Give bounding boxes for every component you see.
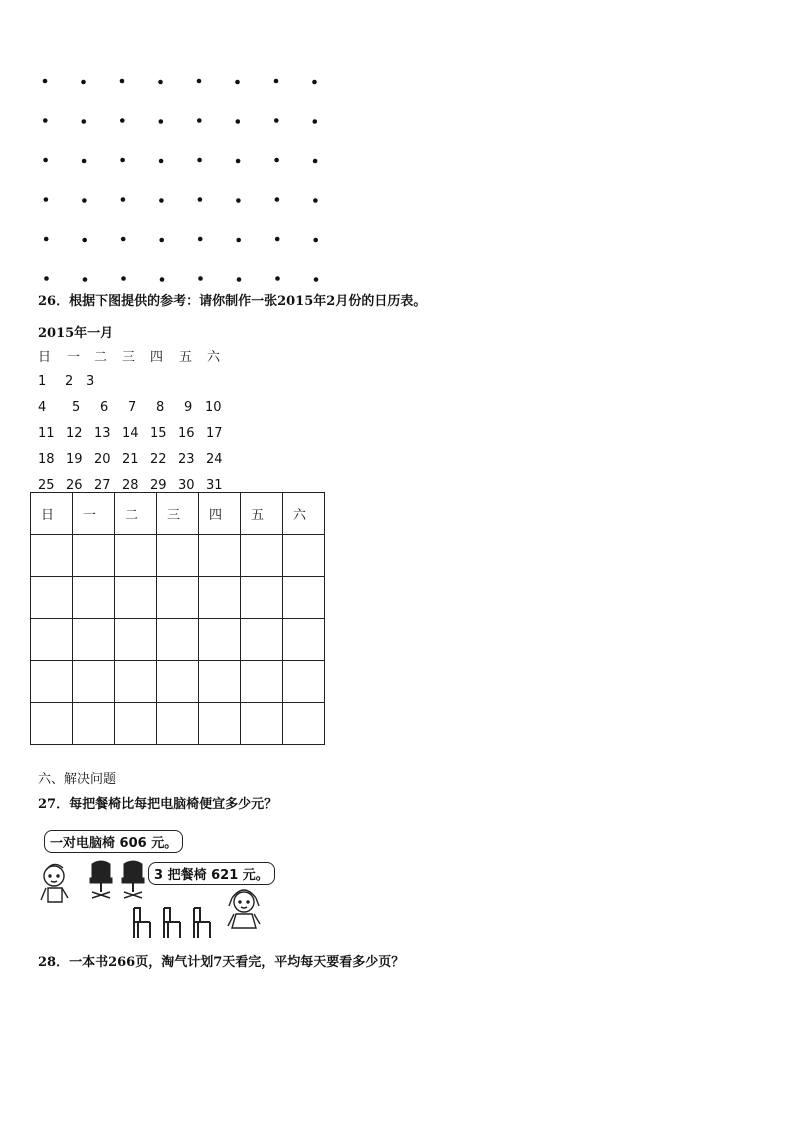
reference-calendar-title: 2015年一月 [38,326,114,341]
weekday-label: 日 [38,350,52,365]
calendar-cell[interactable] [157,535,199,577]
day-number: 23 [178,452,195,467]
calendar-header-cell: 五 [241,493,283,535]
grid-dot [275,197,280,202]
grid-dot [82,238,87,243]
calendar-cell[interactable] [31,619,73,661]
grid-dot [159,159,164,164]
question-26: 26．根据下图提供的参考：请你制作一张2015年2月份的日历表。 [38,294,427,309]
grid-dot [43,158,48,163]
grid-dot [120,118,125,123]
day-number: 16 [178,426,195,441]
day-number: 12 [66,426,83,441]
grid-dot [121,237,126,242]
grid-dot [44,197,49,202]
grid-dot [197,79,202,84]
grid-dot [313,119,318,124]
grid-dot [43,118,48,123]
calendar-cell[interactable] [241,619,283,661]
calendar-cell[interactable] [73,577,115,619]
question-27: 27．每把餐椅比每把电脑椅便宜多少元？ [38,797,278,812]
day-number: 7 [128,400,137,415]
grid-dot [83,277,88,282]
calendar-cell[interactable] [199,661,241,703]
girl-figure [228,890,260,928]
grid-dot [274,118,279,123]
day-number: 20 [94,452,111,467]
dining-chair-icon [164,908,180,938]
grid-dot [198,237,203,242]
calendar-cell[interactable] [241,661,283,703]
grid-dot [82,159,87,164]
grid-dot [312,80,317,85]
grid-dot [236,238,241,243]
speech-bubble-dining-chairs: 3 把餐椅 621 元。 [148,862,275,885]
grid-dot [121,276,126,281]
calendar-header-row [31,493,325,535]
chairs-illustration [38,826,278,942]
calendar-blank-row [31,661,325,703]
reference-weekday-row [38,346,238,368]
section-title: 六、解决问题 [38,772,117,787]
calendar-cell[interactable] [241,703,283,745]
dining-chair-icon [194,908,210,938]
calendar-cell[interactable] [31,577,73,619]
calendar-cell[interactable] [31,661,73,703]
reference-week-row [38,426,238,452]
computer-chair-icon [90,861,112,898]
calendar-cell[interactable] [199,619,241,661]
grid-dot [236,159,241,164]
calendar-cell[interactable] [31,535,73,577]
reference-week-row [38,400,238,426]
calendar-blank-row [31,703,325,745]
day-number: 13 [94,426,111,441]
grid-dot [274,158,279,163]
day-number: 3 [86,374,95,389]
calendar-cell[interactable] [115,619,157,661]
grid-dot [275,276,280,281]
boy-figure [41,864,68,902]
calendar-header-cell: 一 [73,493,115,535]
computer-chair-icon [122,861,144,898]
reference-week-row [38,374,238,400]
speech-bubble-computer-chairs: 一对电脑椅 606 元。 [44,830,183,853]
day-number: 24 [206,452,223,467]
calendar-cell[interactable] [115,703,157,745]
calendar-cell[interactable] [283,535,325,577]
dining-chair-icon [134,908,150,938]
calendar-cell[interactable] [73,703,115,745]
day-number: 5 [72,400,81,415]
calendar-cell[interactable] [199,577,241,619]
grid-dot [43,79,48,84]
question-28: 28．一本书266页，淘气计划7天看完，平均每天要看多少页？ [38,955,405,970]
weekday-label: 六 [207,350,221,365]
grid-dot [159,198,164,203]
grid-dot [159,119,164,124]
calendar-cell[interactable] [283,661,325,703]
grid-dot [313,238,318,243]
day-number: 30 [178,478,195,493]
day-number: 10 [205,400,222,415]
grid-dot [198,276,203,281]
day-number: 9 [184,400,193,415]
calendar-blank-row [31,535,325,577]
reference-calendar [38,346,238,498]
day-number: 6 [100,400,109,415]
grid-dot [197,118,202,123]
grid-dot [235,80,240,85]
calendar-header-cell: 二 [115,493,157,535]
day-number: 8 [156,400,165,415]
weekday-label: 四 [150,350,164,365]
calendar-cell[interactable] [73,661,115,703]
calendar-cell[interactable] [115,535,157,577]
calendar-cell[interactable] [157,619,199,661]
weekday-label: 五 [179,350,193,365]
blank-calendar-table [30,492,325,745]
dot-grid [0,0,360,300]
day-number: 27 [94,478,111,493]
day-number: 25 [38,478,55,493]
day-number: 26 [66,478,83,493]
calendar-cell[interactable] [73,535,115,577]
grid-dot [237,277,242,282]
grid-dot [44,276,49,281]
day-number: 15 [150,426,167,441]
day-number: 19 [66,452,83,467]
grid-dot [160,277,165,282]
grid-dot [159,238,164,243]
grid-dot [275,237,280,242]
grid-dot [82,198,87,203]
calendar-cell[interactable] [157,703,199,745]
day-number: 11 [38,426,55,441]
weekday-label: 二 [94,350,108,365]
grid-dot [314,277,319,282]
grid-dot [274,79,279,84]
weekday-label: 三 [122,350,136,365]
calendar-blank-row [31,619,325,661]
calendar-cell[interactable] [115,577,157,619]
grid-dot [120,158,125,163]
day-number: 1 [38,374,47,389]
grid-dot [313,159,318,164]
calendar-header-cell: 日 [31,493,73,535]
grid-dot [236,198,241,203]
calendar-cell[interactable] [283,703,325,745]
calendar-cell[interactable] [283,619,325,661]
grid-dot [236,119,241,124]
weekday-label: 一 [67,350,81,365]
day-number: 28 [122,478,139,493]
day-number: 29 [150,478,167,493]
calendar-cell[interactable] [157,577,199,619]
day-number: 21 [122,452,139,467]
calendar-cell[interactable] [157,661,199,703]
day-number: 31 [206,478,223,493]
grid-dot [120,79,125,84]
calendar-header-cell: 四 [199,493,241,535]
day-number: 22 [150,452,167,467]
day-number: 4 [38,400,47,415]
grid-dot [158,80,163,85]
calendar-header-cell: 三 [157,493,199,535]
day-number: 2 [65,374,74,389]
calendar-blank-row [31,577,325,619]
calendar-header-cell: 六 [283,493,325,535]
calendar-cell[interactable] [31,703,73,745]
calendar-cell[interactable] [241,577,283,619]
grid-dot [121,197,126,202]
calendar-cell[interactable] [199,535,241,577]
day-number: 18 [38,452,55,467]
grid-dot [197,158,202,163]
grid-dot [82,119,87,124]
calendar-cell[interactable] [283,577,325,619]
calendar-cell[interactable] [241,535,283,577]
day-number: 17 [206,426,223,441]
reference-week-row [38,452,238,478]
calendar-cell[interactable] [73,619,115,661]
grid-dot [313,198,318,203]
grid-dot [81,80,86,85]
grid-dot [198,197,203,202]
calendar-cell[interactable] [115,661,157,703]
grid-dot [44,237,49,242]
calendar-cell[interactable] [199,703,241,745]
day-number: 14 [122,426,139,441]
